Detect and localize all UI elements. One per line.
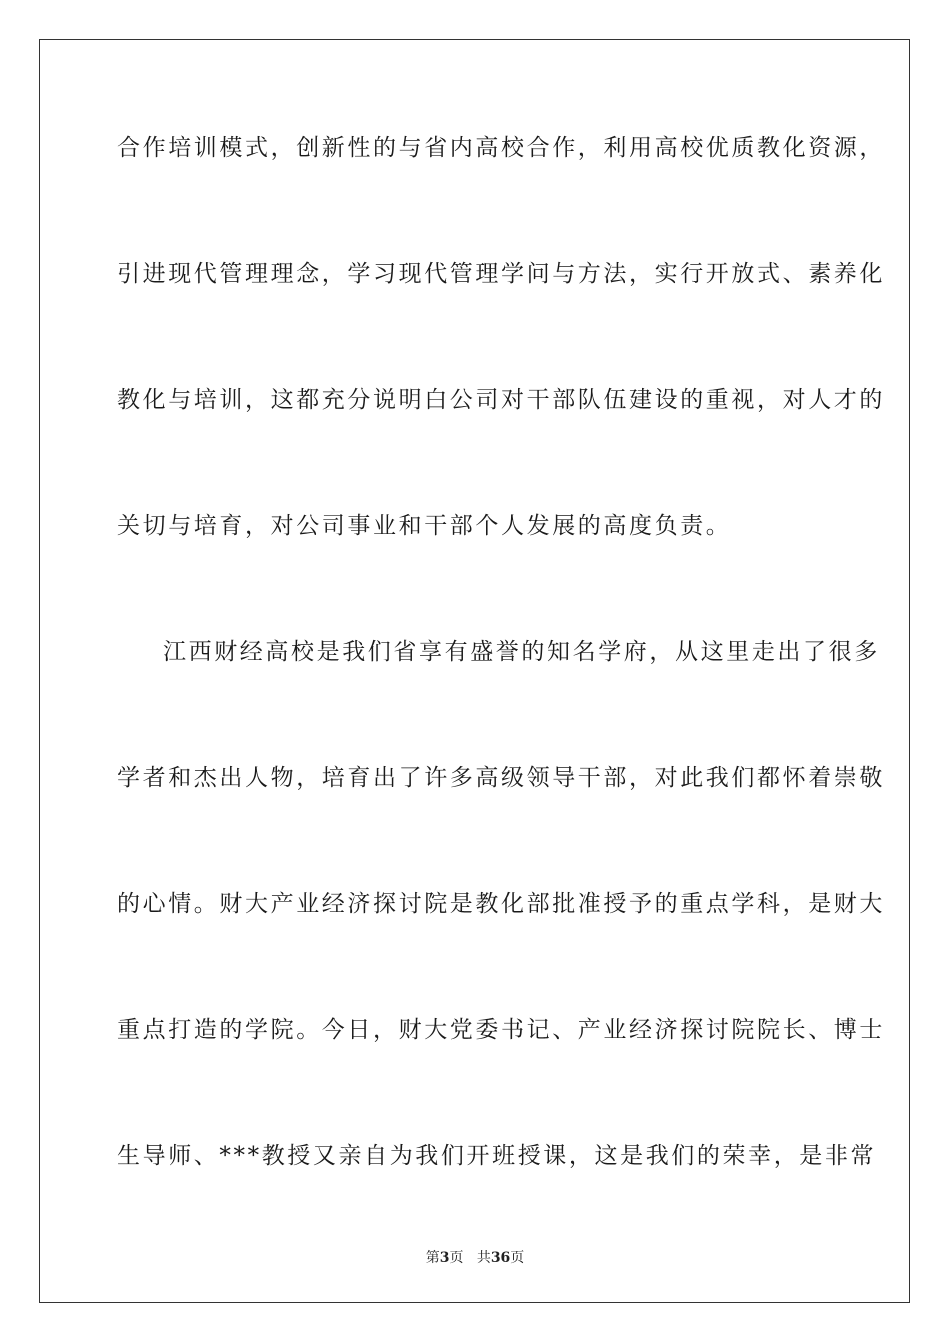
page-footer (0, 1248, 950, 1268)
paragraph-line: 教化与培训，这都充分说明白公司对干部队伍建设的重视，对人才的 (117, 387, 885, 413)
page-prefix: 第 (425, 1250, 440, 1266)
total-pages: 36 (490, 1250, 511, 1266)
page-number: 3 (439, 1250, 450, 1266)
paragraph-line: 引进现代管理理念，学习现代管理学问与方法，实行开放式、素养化 (117, 261, 885, 287)
paragraph-line: 重点打造的学院。今日，财大党委书记、产业经济探讨院院长、博士 (117, 1017, 885, 1043)
paragraph-line: 关切与培育，对公司事业和干部个人发展的高度负责。 (117, 513, 732, 539)
total-unit: 页 (510, 1250, 525, 1266)
total-prefix: 共 (476, 1250, 491, 1266)
page-border (39, 39, 910, 1303)
paragraph-line: 江西财经高校是我们省享有盛誉的知名学府，从这里走出了很多 (163, 639, 880, 665)
paragraph-line: 生导师、***教授又亲自为我们开班授课，这是我们的荣幸，是非常 (117, 1143, 877, 1169)
page-unit: 页 (449, 1250, 464, 1266)
paragraph-line: 的心情。财大产业经济探讨院是教化部批准授予的重点学科，是财大 (117, 891, 885, 917)
paragraph-line: 合作培训模式，创新性的与省内高校合作，利用高校优质教化资源， (117, 135, 885, 161)
paragraph-line: 学者和杰出人物，培育出了许多高级领导干部，对此我们都怀着崇敬 (117, 765, 885, 791)
